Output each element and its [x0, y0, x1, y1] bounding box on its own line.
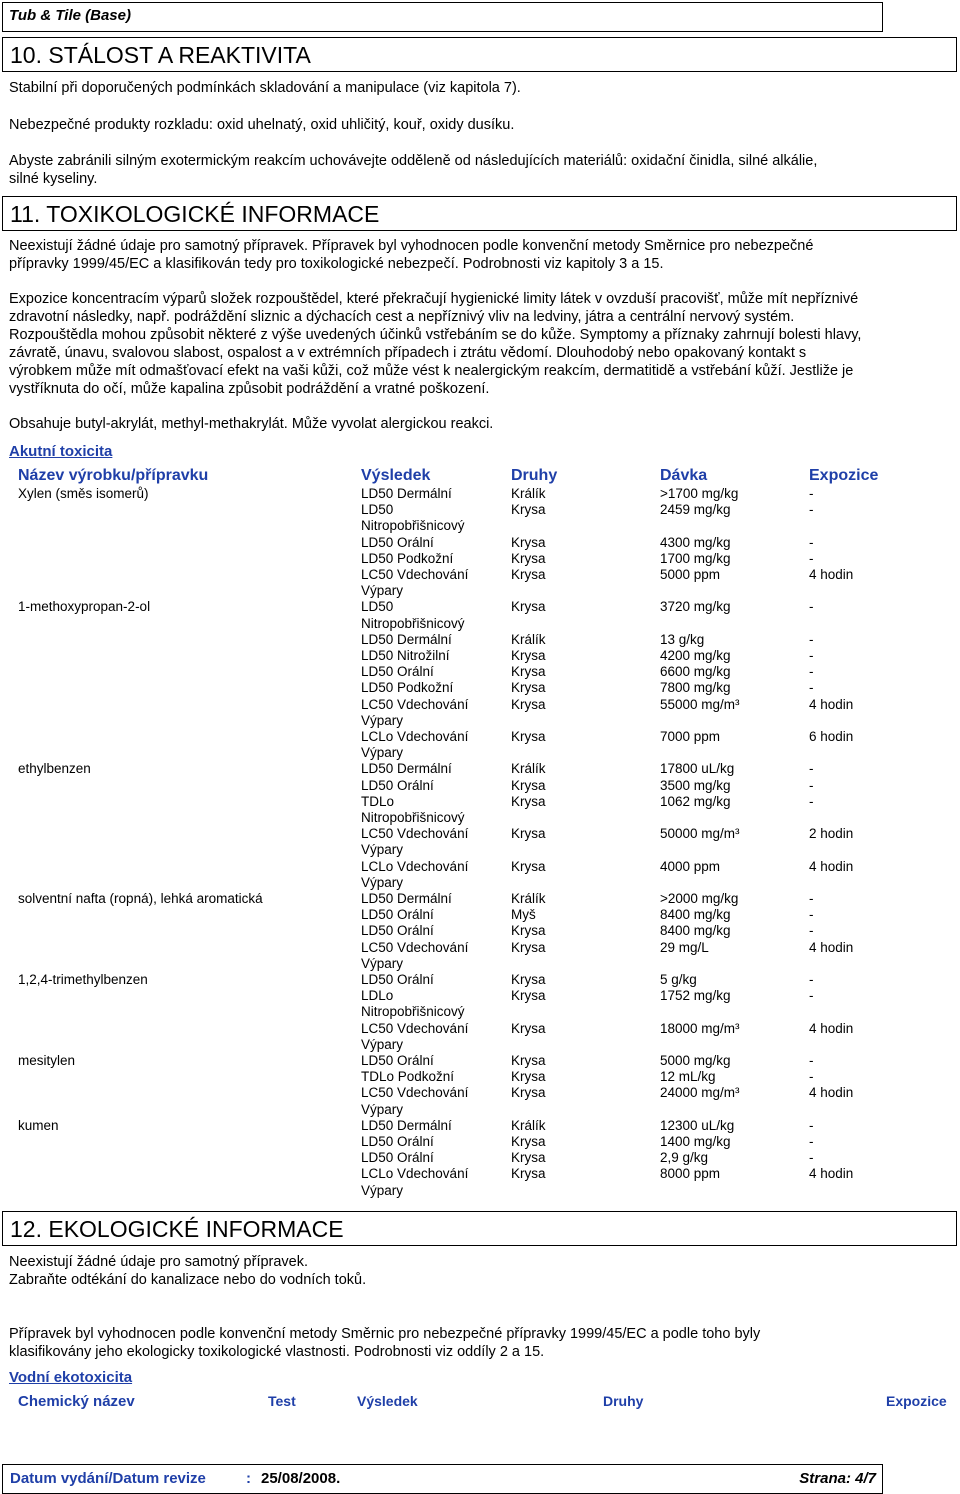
dose-cell: 6600 mg/kg [660, 664, 731, 680]
species-cell: Krysa [511, 858, 546, 874]
table-row [0, 940, 960, 956]
table-row [0, 664, 960, 680]
table-row [0, 1183, 960, 1199]
dose-cell: 5 g/kg [660, 972, 697, 987]
dose-cell: 4000 ppm [660, 858, 721, 874]
result-cell: Výpary [361, 745, 404, 761]
section-10-incompat-line1: Abyste zabránili silným exotermickým reakcím uchovávejte odděleně od následujících materiálů: oxidační činidla, silné alkálie, [9, 153, 818, 169]
dose-cell: 7000 ppm [660, 729, 721, 744]
species-cell: Myš [511, 907, 536, 923]
exposure-cell: - [809, 907, 814, 923]
result-cell: LD50 Orální [361, 1150, 434, 1166]
product-cell: 1-methoxypropan-2-ol [18, 599, 151, 615]
species-cell: Krysa [511, 664, 546, 680]
table-row [0, 875, 960, 891]
result-cell: Výpary [361, 1101, 404, 1117]
result-cell: LD50 Dermální [361, 631, 452, 647]
section-11-p2-line3: Rozpouštědla mohou způsobit některé z výše uvedených účinků vstřebáním se do kůže. Symptomy a příznaky zahrnují bolesti hlavy, [9, 327, 862, 343]
result-cell: LD50 Dermální [361, 761, 452, 777]
species-cell: Krysa [511, 550, 546, 566]
species-cell: Krysa [511, 1020, 546, 1036]
result-cell: LD50 Dermální [361, 486, 452, 501]
result-cell: LD50 Orální [361, 1053, 434, 1068]
result-cell: TDLo [361, 793, 395, 809]
species-cell: Králík [511, 891, 546, 906]
exposure-cell: - [809, 486, 814, 501]
exposure-cell: - [809, 988, 814, 1004]
section-12-p3-line2: klasifikovány jeho ekologicky toxikologické vlastnosti. Podrobnosti viz oddíly 2 a 15. [9, 1344, 545, 1360]
product-cell: solventní nafta (ropná), lehká aromatická [18, 891, 263, 906]
species-cell: Krysa [511, 502, 546, 518]
exposure-cell: - [809, 972, 814, 987]
species-cell: Králík [511, 631, 546, 647]
dose-cell: 1062 mg/kg [660, 793, 731, 809]
result-cell: Výpary [361, 712, 404, 728]
exposure-cell: - [809, 761, 814, 777]
result-cell: LC50 Vdechování [361, 939, 469, 955]
species-cell: Krysa [511, 680, 546, 696]
exposure-cell: 4 hodin [809, 696, 854, 712]
result-cell: Nitropobřišnicový [361, 1004, 465, 1020]
result-cell: LD50 Dermální [361, 891, 452, 906]
result-cell: Výpary [361, 842, 404, 858]
table-row [0, 907, 960, 923]
result-cell: LD50 Podkožní [361, 680, 454, 696]
table-row [0, 810, 960, 826]
species-cell: Krysa [511, 793, 546, 809]
exposure-cell: 2 hodin [809, 826, 854, 842]
dose-cell: 12300 uL/kg [660, 1117, 735, 1133]
section-10-incompat-line2: silné kyseliny. [9, 171, 98, 187]
footer-colon: : [246, 1470, 251, 1487]
section-10-header [2, 37, 957, 72]
col-header-dose: Dávka [660, 467, 708, 484]
product-cell: Xylen (směs isomerů) [18, 486, 149, 501]
eco-col-header-species: Druhy [603, 1393, 644, 1409]
dose-cell: 24000 mg/m³ [660, 1085, 740, 1101]
footer-date: 25/08/2008. [261, 1470, 341, 1487]
species-cell: Krysa [511, 1134, 546, 1149]
result-cell: Výpary [361, 583, 404, 599]
dose-cell: 2,9 g/kg [660, 1150, 709, 1166]
result-cell: LCLo Vdechování [361, 729, 469, 744]
result-cell: LD50 Orální [361, 972, 434, 987]
table-row [0, 778, 960, 794]
eco-col-header-test: Test [268, 1393, 296, 1409]
result-cell: LCLo Vdechování [361, 858, 469, 874]
col-header-product: Název výrobku/přípravku [18, 467, 209, 484]
exposure-cell: - [809, 1069, 814, 1085]
table-row [0, 616, 960, 632]
section-12-title: 12. EKOLOGICKÉ INFORMACE [10, 1216, 344, 1242]
result-cell: LD50 [361, 502, 394, 518]
table-row [0, 1150, 960, 1166]
species-cell: Krysa [511, 696, 546, 712]
result-cell: Výpary [361, 1182, 404, 1198]
section-11-p1-line2: přípravky 1999/45/EC a klasifikován tedy pro toxikologické nebezpečí. Podrobnosti viz kapitoly 3 a 15. [9, 256, 664, 272]
table-row [0, 761, 960, 777]
result-cell: LD50 Orální [361, 534, 434, 550]
result-cell: LCLo Vdechování [361, 1166, 469, 1182]
result-cell: LD50 Orální [361, 907, 434, 923]
dose-cell: 12 mL/kg [660, 1069, 716, 1085]
table-row [0, 842, 960, 858]
table-row [0, 826, 960, 842]
exposure-cell: 4 hodin [809, 567, 854, 582]
dose-cell: 17800 uL/kg [660, 761, 735, 777]
result-cell: Nitropobřišnicový [361, 810, 465, 825]
exposure-cell: - [809, 534, 814, 550]
dose-cell: 1400 mg/kg [660, 1134, 731, 1149]
dose-cell: 4200 mg/kg [660, 648, 731, 663]
result-cell: LC50 Vdechování [361, 1020, 469, 1036]
col-header-exposure: Expozice [809, 467, 879, 484]
species-cell: Krysa [511, 599, 546, 615]
dose-cell: >1700 mg/kg [660, 486, 739, 501]
result-cell: LC50 Vdechování [361, 826, 469, 842]
section-11-p2-line2: zdravotní následky, např. podráždění sliznic a dýchacích cest a nepříznivý vliv na ledviny, játra a centrální nervový systém. [9, 309, 795, 325]
col-header-species: Druhy [511, 467, 558, 484]
table-row [0, 1021, 960, 1037]
dose-cell: 5000 ppm [660, 567, 721, 582]
exposure-cell: - [809, 550, 814, 566]
exposure-cell: 4 hodin [809, 1020, 854, 1036]
species-cell: Krysa [511, 1053, 546, 1068]
section-12-p3-line1: Přípravek byl vyhodnocen podle konvenční metody Směrnic pro nebezpečné přípravky 1999/45/EC a podle toho byly [9, 1326, 761, 1342]
col-header-result: Výsledek [361, 467, 431, 484]
table-row [0, 583, 960, 599]
result-cell: LD50 Orální [361, 664, 434, 680]
product-title: Tub & Tile (Base) [9, 7, 131, 24]
species-cell: Krysa [511, 1150, 546, 1166]
table-row [0, 891, 960, 907]
dose-cell: 8400 mg/kg [660, 907, 731, 923]
exposure-cell: 4 hodin [809, 939, 854, 955]
result-cell: TDLo Podkožní [361, 1069, 455, 1085]
dose-cell: 3720 mg/kg [660, 599, 731, 615]
exposure-cell: 4 hodin [809, 1166, 854, 1182]
section-11-p2-line5: výrobkem může mít odmašťovací efekt na vaši kůži, což může vést k nealergickým reakcím, dermatitidě a vstřebání kůží. Jestliže je [9, 363, 854, 379]
species-cell: Králík [511, 761, 546, 777]
acute-toxicity-link[interactable]: Akutní toxicita [9, 443, 113, 460]
species-cell: Krysa [511, 534, 546, 550]
table-row [0, 1085, 960, 1101]
footer-page-number: Strana: 4/7 [799, 1470, 876, 1487]
species-cell: Krysa [511, 923, 546, 939]
result-cell: Výpary [361, 955, 404, 971]
document-header [2, 2, 883, 32]
dose-cell: >2000 mg/kg [660, 891, 739, 906]
exposure-cell: - [809, 793, 814, 809]
section-10-title: 10. STÁLOST A REAKTIVITA [10, 42, 311, 68]
result-cell: LD50 Dermální [361, 1117, 452, 1133]
dose-cell: 13 g/kg [660, 631, 705, 647]
species-cell: Krysa [511, 1069, 546, 1085]
dose-cell: 29 mg/L [660, 939, 709, 955]
species-cell: Krysa [511, 1085, 546, 1101]
table-row [0, 956, 960, 972]
exposure-cell: 4 hodin [809, 1085, 854, 1101]
table-row [0, 502, 960, 518]
species-cell: Krysa [511, 988, 546, 1004]
result-cell: Výpary [361, 874, 404, 890]
dose-cell: 5000 mg/kg [660, 1053, 731, 1068]
table-row [0, 745, 960, 761]
species-cell: Krysa [511, 648, 546, 663]
exposure-cell: - [809, 1117, 814, 1133]
species-cell: Krysa [511, 729, 546, 744]
product-cell: kumen [18, 1117, 59, 1133]
table-row [0, 648, 960, 664]
result-cell: Nitropobřišnicový [361, 518, 465, 534]
table-row [0, 1037, 960, 1053]
table-row [0, 1166, 960, 1182]
result-cell: Výpary [361, 1036, 404, 1052]
exposure-cell: - [809, 599, 814, 615]
exposure-cell: - [809, 1134, 814, 1149]
species-cell: Krysa [511, 826, 546, 842]
species-cell: Krysa [511, 567, 546, 582]
dose-cell: 1752 mg/kg [660, 988, 731, 1004]
table-row [0, 1004, 960, 1020]
exposure-cell: - [809, 923, 814, 939]
result-cell: LD50 Orální [361, 1134, 434, 1149]
dose-cell: 50000 mg/m³ [660, 826, 740, 842]
dose-cell: 1700 mg/kg [660, 550, 731, 566]
table-row [0, 599, 960, 615]
aquatic-ecotoxicity-link[interactable]: Vodní ekotoxicita [9, 1369, 133, 1386]
section-12-p1: Neexistují žádné údaje pro samotný přípravek. [9, 1254, 309, 1270]
dose-cell: 8400 mg/kg [660, 923, 731, 939]
product-cell: 1,2,4-trimethylbenzen [18, 972, 148, 987]
table-row [0, 567, 960, 583]
dose-cell: 18000 mg/m³ [660, 1020, 740, 1036]
section-11-p2-line6: vystříknuta do očí, může kapalina způsobit podráždění a vratné poškození. [9, 381, 490, 397]
table-row [0, 518, 960, 534]
dose-cell: 3500 mg/kg [660, 777, 731, 793]
result-cell: LC50 Vdechování [361, 696, 469, 712]
table-row [0, 632, 960, 648]
dose-cell: 4300 mg/kg [660, 534, 731, 550]
table-row [0, 972, 960, 988]
species-cell: Krysa [511, 972, 546, 987]
exposure-cell: - [809, 631, 814, 647]
exposure-cell: - [809, 502, 814, 518]
section-10-decomposition: Nebezpečné produkty rozkladu: oxid uhelnatý, oxid uhličitý, kouř, oxidy dusíku. [9, 117, 515, 133]
dose-cell: 55000 mg/m³ [660, 696, 740, 712]
section-12-p2: Zabraňte odtékání do kanalizace nebo do vodních toků. [9, 1272, 367, 1288]
section-11-allergen: Obsahuje butyl-akrylát, methyl-methakrylát. Může vyvolat alergickou reakci. [9, 416, 494, 432]
exposure-cell: - [809, 664, 814, 680]
exposure-cell: - [809, 1053, 814, 1068]
eco-col-header-exposure: Expozice [886, 1393, 947, 1409]
exposure-cell: - [809, 680, 814, 696]
product-cell: ethylbenzen [18, 761, 91, 777]
table-row [0, 923, 960, 939]
result-cell: LC50 Vdechování [361, 1085, 469, 1101]
table-row [0, 1102, 960, 1118]
exposure-cell: - [809, 891, 814, 906]
table-row [0, 680, 960, 696]
dose-cell: 8000 ppm [660, 1166, 721, 1182]
result-cell: LD50 Podkožní [361, 550, 454, 566]
exposure-cell: - [809, 648, 814, 663]
eco-col-header-chemical: Chemický název [18, 1393, 135, 1410]
species-cell: Králík [511, 1117, 546, 1133]
section-12-header [2, 1211, 957, 1246]
result-cell: LDLo [361, 988, 394, 1004]
section-11-p2-line1: Expozice koncentracím výparů složek rozpouštědel, které překračují hygienické limity látek v ovzduší pracovišť, může mít nepříznivé [9, 291, 859, 307]
result-cell: LD50 Nitrožilní [361, 648, 450, 663]
table-row [0, 713, 960, 729]
section-10-stability: Stabilní při doporučených podmínkách skladování a manipulace (viz kapitola 7). [9, 80, 521, 96]
dose-cell: 2459 mg/kg [660, 502, 731, 518]
product-cell: mesitylen [18, 1053, 76, 1068]
result-cell: LD50 Orální [361, 777, 434, 793]
document-footer [2, 1464, 883, 1494]
table-row [0, 794, 960, 810]
species-cell: Králík [511, 486, 546, 501]
table-row [0, 486, 960, 502]
species-cell: Krysa [511, 777, 546, 793]
table-row [0, 1069, 960, 1085]
section-11-p1-line1: Neexistují žádné údaje pro samotný přípravek. Přípravek byl vyhodnocen podle konvenční metody Směrnice pro nebezpečné [9, 238, 814, 254]
table-row [0, 1118, 960, 1134]
exposure-cell: 6 hodin [809, 729, 854, 744]
table-row [0, 1134, 960, 1150]
result-cell: LD50 Orální [361, 923, 434, 939]
result-cell: LD50 [361, 599, 394, 615]
table-row [0, 859, 960, 875]
species-cell: Krysa [511, 1166, 546, 1182]
section-11-p2-line4: závratě, únavu, svalovou slabost, ospalost a v extrémních případech i ztrátu vědomí. Dlouhodobý nebo opakovaný kontakt s [9, 345, 807, 361]
result-cell: Nitropobřišnicový [361, 615, 465, 631]
species-cell: Krysa [511, 939, 546, 955]
table-row [0, 988, 960, 1004]
exposure-cell: 4 hodin [809, 858, 854, 874]
exposure-cell: - [809, 777, 814, 793]
footer-date-label: Datum vydání/Datum revize [10, 1470, 206, 1487]
table-row [0, 697, 960, 713]
table-row [0, 1053, 960, 1069]
result-cell: LC50 Vdechování [361, 567, 469, 582]
section-11-header [2, 196, 957, 231]
table-row [0, 535, 960, 551]
dose-cell: 7800 mg/kg [660, 680, 731, 696]
table-row [0, 729, 960, 745]
section-11-title: 11. TOXIKOLOGICKÉ INFORMACE [10, 201, 380, 227]
table-row [0, 551, 960, 567]
eco-col-header-result: Výsledek [357, 1393, 418, 1409]
exposure-cell: - [809, 1150, 814, 1166]
